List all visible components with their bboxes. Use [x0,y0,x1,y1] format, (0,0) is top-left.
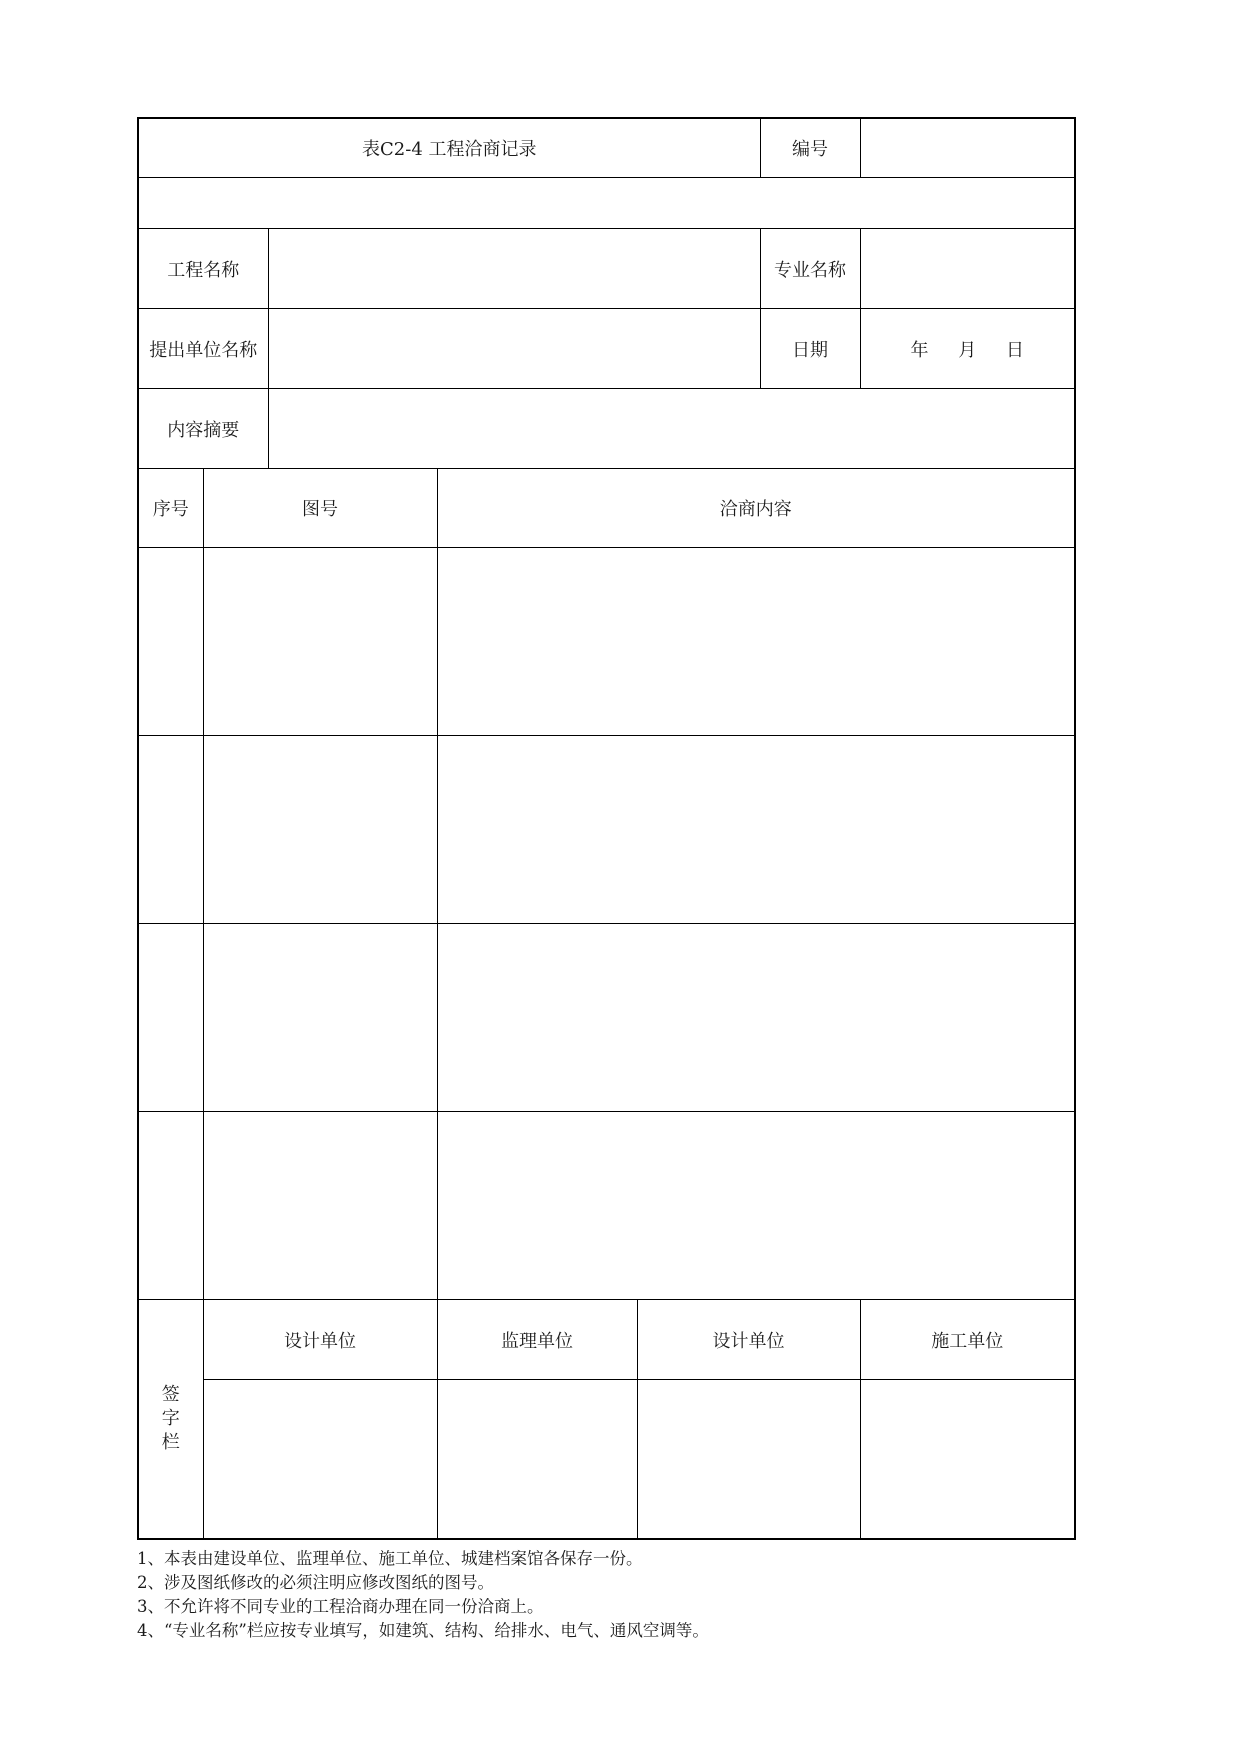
sig-box-construction[interactable] [860,1380,1075,1540]
sig-box-supervision[interactable] [437,1380,637,1540]
sig-unit-supervision: 监理单位 [437,1300,637,1380]
table-row [138,924,1075,1112]
sig-box-design-1[interactable] [203,1380,437,1540]
drawing-no-cell[interactable] [203,924,437,1112]
form-title: 表C2-4 工程洽商记录 [138,118,760,178]
note-item: 2、涉及图纸修改的必须注明应修改图纸的图号。 [137,1573,494,1592]
signature-label-cell [138,1300,203,1540]
drawing-no-cell[interactable] [203,548,437,736]
note-item: 1、本表由建设单位、监理单位、施工单位、城建档案馆各保存一份。 [137,1549,643,1568]
table-row [138,736,1075,924]
date-month: 月 [958,339,977,361]
table-row [138,1112,1075,1300]
signature-label: 签字栏 [161,1384,180,1453]
sig-unit-design-2: 设计单位 [637,1300,860,1380]
sig-unit-construction: 施工单位 [860,1300,1075,1380]
summary-field[interactable] [268,389,1075,469]
note-item: 4、“专业名称”栏应按专业填写，如建筑、结构、给排水、电气、通风空调等。 [137,1621,709,1640]
content-cell[interactable] [437,736,1075,924]
seq-cell[interactable] [138,924,203,1112]
date-year: 年 [910,339,929,361]
sig-box-design-2[interactable] [637,1380,860,1540]
col-header-seq: 序号 [138,469,203,548]
col-header-content: 洽商内容 [437,469,1075,548]
content-cell[interactable] [437,924,1075,1112]
table-row [138,548,1075,736]
notes [137,1547,709,1643]
content-cell[interactable] [437,1112,1075,1300]
seq-cell[interactable] [138,548,203,736]
seq-cell[interactable] [138,736,203,924]
project-name-label: 工程名称 [138,229,268,309]
drawing-no-cell[interactable] [203,1112,437,1300]
project-name-field[interactable] [268,229,760,309]
drawing-no-cell[interactable] [203,736,437,924]
note-item: 3、不允许将不同专业的工程洽商办理在同一份洽商上。 [137,1597,544,1616]
number-label: 编号 [760,118,860,178]
summary-label: 内容摘要 [138,389,268,469]
sig-unit-design-1: 设计单位 [203,1300,437,1380]
blank-row [138,178,1075,229]
negotiation-record-form [137,117,1076,1540]
proposer-field[interactable] [268,309,760,389]
date-day: 日 [1006,339,1024,361]
seq-cell[interactable] [138,1112,203,1300]
specialty-label: 专业名称 [760,229,860,309]
number-field[interactable] [860,118,1075,178]
date-label: 日期 [760,309,860,389]
content-cell[interactable] [437,548,1075,736]
col-header-drawing-no: 图号 [203,469,437,548]
date-field[interactable] [860,309,1075,389]
proposer-label: 提出单位名称 [138,309,268,389]
specialty-field[interactable] [860,229,1075,309]
